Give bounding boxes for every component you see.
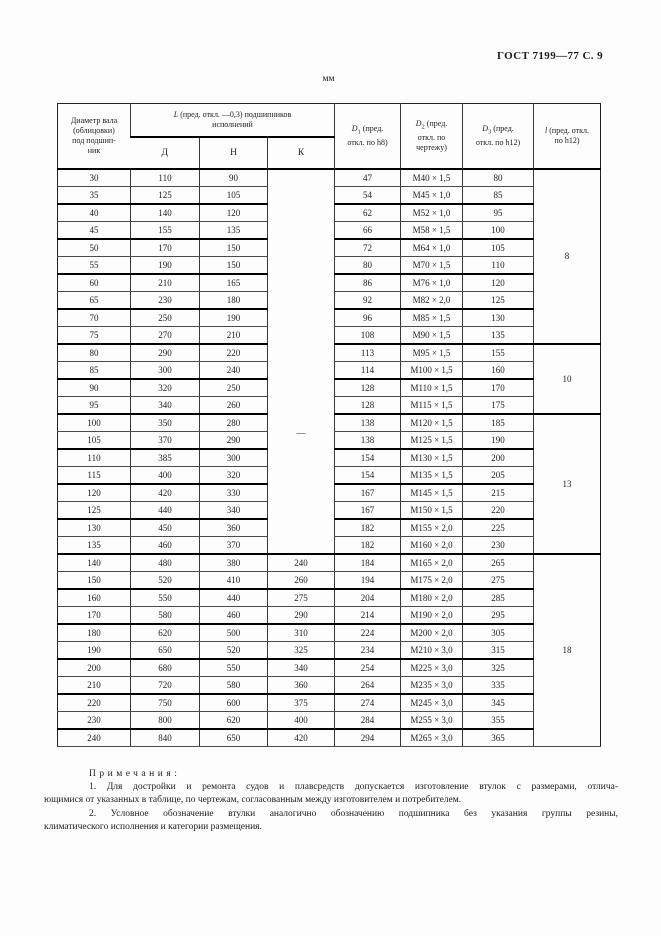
col-header-d2: $D_2$ (пред. откл. по чертежу) [401,104,463,170]
l-merged-cell: 13 [534,414,601,554]
cell-d3: 125 [463,292,534,310]
cell-d1: 113 [335,344,401,362]
cell-diameter: 105 [58,432,131,450]
cell-d2: M135 × 1,5 [401,467,463,485]
cell-d2: M120 × 1,5 [401,414,463,432]
cell-diameter: 65 [58,292,131,310]
cell-L-d: 650 [131,642,200,660]
cell-d2: M255 × 3,0 [401,712,463,730]
l-merged-cell: 8 [534,169,601,344]
cell-d1: 128 [335,379,401,397]
cell-diameter: 90 [58,379,131,397]
cell-d1: 66 [335,222,401,240]
cell-d2: M40 × 1,5 [401,169,463,187]
cell-d2: M115 × 1,5 [401,397,463,415]
cell-d3: 175 [463,397,534,415]
cell-diameter: 95 [58,397,131,415]
cell-L-n: 580 [200,677,268,695]
cell-d2: M100 × 1,5 [401,362,463,380]
cell-d1: 284 [335,712,401,730]
cell-d1: 154 [335,467,401,485]
cell-d2: M150 × 1,5 [401,502,463,520]
cell-L-n: 340 [200,502,268,520]
cell-L-k: 420 [268,729,335,747]
cell-d3: 230 [463,537,534,555]
note-line-4: климатического исполнения и категории размещения. [44,821,262,832]
note-line-1: 1. Для достройки и ремонта судов и плавсредств допускается изготовление втулок с размерами, отлича- [89,782,618,793]
cell-d2: M225 × 3,0 [401,659,463,677]
cell-L-d: 250 [131,309,200,327]
cell-d3: 355 [463,712,534,730]
cell-d1: 138 [335,414,401,432]
cell-L-d: 480 [131,554,200,572]
cell-d2: M145 × 1,5 [401,484,463,502]
cell-d2: M235 × 3,0 [401,677,463,695]
cell-d2: M85 × 1,5 [401,309,463,327]
cell-d3: 170 [463,379,534,397]
cell-L-n: 440 [200,589,268,607]
cell-diameter: 135 [58,537,131,555]
note-line-3: 2. Условное обозначение втулки аналогично обозначению подшипника без указания группы резины, [89,808,618,819]
cell-d2: M175 × 2,0 [401,572,463,590]
k-none-dash: — [296,427,306,438]
cell-d1: 182 [335,537,401,555]
cell-diameter: 40 [58,204,131,222]
note-line-2: ющимися от указанных в таблице, по чертежам, согласованным между изготовителем и потребителем. [44,795,462,806]
cell-diameter: 80 [58,344,131,362]
cell-L-n: 135 [200,222,268,240]
cell-d1: 86 [335,274,401,292]
l-merged-cell: 10 [534,344,601,414]
cell-d1: 167 [335,484,401,502]
cell-d2: M210 × 3,0 [401,642,463,660]
cell-d2: M165 × 2,0 [401,554,463,572]
table-row [58,659,601,677]
cell-L-d: 190 [131,257,200,275]
cell-diameter: 55 [58,257,131,275]
cell-L-n: 300 [200,449,268,467]
table-row [58,677,601,695]
cell-L-n: 190 [200,309,268,327]
cell-d1: 204 [335,589,401,607]
cell-L-n: 260 [200,397,268,415]
table-row [58,589,601,607]
cell-d1: 138 [335,432,401,450]
cell-L-k: 325 [268,642,335,660]
cell-L-d: 230 [131,292,200,310]
cell-diameter: 100 [58,414,131,432]
cell-d1: 114 [335,362,401,380]
cell-L-n: 320 [200,467,268,485]
cell-L-d: 840 [131,729,200,747]
table-header [58,104,601,170]
cell-diameter: 110 [58,449,131,467]
cell-d3: 105 [463,239,534,257]
cell-L-n: 380 [200,554,268,572]
cell-L-d: 800 [131,712,200,730]
cell-diameter: 75 [58,327,131,345]
cell-d1: 214 [335,607,401,625]
cell-L-n: 120 [200,204,268,222]
cell-d2: M76 × 1,0 [401,274,463,292]
notes-heading: Примечания: [89,769,181,779]
cell-diameter: 60 [58,274,131,292]
cell-L-n: 240 [200,362,268,380]
cell-d3: 285 [463,589,534,607]
cell-L-n: 500 [200,624,268,642]
cell-L-d: 290 [131,344,200,362]
cell-L-n: 165 [200,274,268,292]
table-row [58,712,601,730]
cell-L-n: 330 [200,484,268,502]
cell-d2: M90 × 1,5 [401,327,463,345]
cell-L-d: 580 [131,607,200,625]
cell-L-d: 140 [131,204,200,222]
cell-L-d: 210 [131,274,200,292]
l-merged-cell: 18 [534,554,601,747]
cell-diameter: 30 [58,169,131,187]
cell-d1: 72 [335,239,401,257]
cell-d1: 167 [335,502,401,520]
cell-d2: M265 × 3,0 [401,729,463,747]
cell-diameter: 190 [58,642,131,660]
cell-d3: 110 [463,257,534,275]
cell-L-d: 440 [131,502,200,520]
cell-d3: 305 [463,624,534,642]
cell-d2: M52 × 1,0 [401,204,463,222]
cell-L-d: 420 [131,484,200,502]
cell-L-n: 180 [200,292,268,310]
cell-d1: 96 [335,309,401,327]
cell-L-n: 460 [200,607,268,625]
cell-d3: 200 [463,449,534,467]
cell-d1: 294 [335,729,401,747]
cell-L-d: 125 [131,187,200,205]
cell-diameter: 35 [58,187,131,205]
cell-d3: 335 [463,677,534,695]
cell-L-n: 550 [200,659,268,677]
cell-d1: 92 [335,292,401,310]
col-header-variant-k: К [268,137,335,169]
notes-section [44,768,618,834]
cell-d3: 220 [463,502,534,520]
cell-d3: 275 [463,572,534,590]
cell-L-n: 105 [200,187,268,205]
cell-L-n: 650 [200,729,268,747]
cell-L-d: 270 [131,327,200,345]
cell-d3: 215 [463,484,534,502]
cell-d3: 225 [463,519,534,537]
cell-L-d: 550 [131,589,200,607]
cell-d3: 265 [463,554,534,572]
cell-L-n: 250 [200,379,268,397]
cell-L-k: 290 [268,607,335,625]
col-header-d3: $D_3$ (пред. откл. по h12) [463,104,534,170]
table-row [58,169,601,187]
cell-L-n: 220 [200,344,268,362]
cell-L-d: 385 [131,449,200,467]
cell-L-k: 275 [268,589,335,607]
cell-diameter: 50 [58,239,131,257]
cell-L-d: 340 [131,397,200,415]
document-header-gost-number: ГОСТ 7199—77 С. 9 [497,50,603,62]
cell-d2: M125 × 1,5 [401,432,463,450]
cell-d3: 185 [463,414,534,432]
cell-d3: 130 [463,309,534,327]
cell-diameter: 210 [58,677,131,695]
cell-L-d: 110 [131,169,200,187]
cell-diameter: 115 [58,467,131,485]
col-header-l: l (пред. откл. по h12) [534,104,601,170]
cell-d3: 100 [463,222,534,240]
cell-d2: M70 × 1,5 [401,257,463,275]
cell-d2: M95 × 1,5 [401,344,463,362]
cell-L-d: 620 [131,624,200,642]
cell-d2: M58 × 1,5 [401,222,463,240]
cell-L-k: 240 [268,554,335,572]
cell-d1: 184 [335,554,401,572]
cell-L-d: 350 [131,414,200,432]
cell-diameter: 220 [58,694,131,712]
table-row [58,572,601,590]
cell-L-d: 520 [131,572,200,590]
cell-L-d: 400 [131,467,200,485]
cell-d2: M82 × 2,0 [401,292,463,310]
cell-L-d: 450 [131,519,200,537]
cell-d1: 108 [335,327,401,345]
cell-L-n: 600 [200,694,268,712]
cell-d3: 85 [463,187,534,205]
cell-L-k: 375 [268,694,335,712]
cell-d1: 47 [335,169,401,187]
table-row [58,729,601,747]
cell-diameter: 160 [58,589,131,607]
cell-L-n: 620 [200,712,268,730]
cell-d3: 135 [463,327,534,345]
cell-L-k: 260 [268,572,335,590]
cell-d2: M180 × 2,0 [401,589,463,607]
cell-L-n: 520 [200,642,268,660]
cell-d1: 128 [335,397,401,415]
col-header-shaft-diameter: Диаметр вала (облицовки) под подшип- ник [70,116,118,155]
cell-d1: 254 [335,659,401,677]
cell-d3: 325 [463,659,534,677]
k-merged-cell [268,169,335,554]
table-row [58,694,601,712]
cell-d2: M45 × 1,0 [401,187,463,205]
cell-diameter: 200 [58,659,131,677]
cell-L-d: 370 [131,432,200,450]
cell-diameter: 120 [58,484,131,502]
cell-d1: 62 [335,204,401,222]
cell-d3: 190 [463,432,534,450]
cell-diameter: 45 [58,222,131,240]
cell-diameter: 180 [58,624,131,642]
cell-L-d: 320 [131,379,200,397]
cell-diameter: 85 [58,362,131,380]
cell-d1: 264 [335,677,401,695]
cell-L-k: 400 [268,712,335,730]
cell-d1: 234 [335,642,401,660]
col-header-d1: $D_1$ (пред. откл. по h8) [335,104,401,170]
cell-L-d: 750 [131,694,200,712]
cell-d1: 224 [335,624,401,642]
cell-diameter: 125 [58,502,131,520]
cell-L-d: 155 [131,222,200,240]
cell-d2: M155 × 2,0 [401,519,463,537]
cell-d1: 274 [335,694,401,712]
cell-d3: 155 [463,344,534,362]
cell-L-n: 210 [200,327,268,345]
cell-diameter: 70 [58,309,131,327]
cell-L-n: 290 [200,432,268,450]
cell-diameter: 150 [58,572,131,590]
cell-d3: 80 [463,169,534,187]
cell-L-n: 150 [200,257,268,275]
cell-L-d: 680 [131,659,200,677]
table-row [58,607,601,625]
cell-L-n: 150 [200,239,268,257]
cell-L-d: 460 [131,537,200,555]
cell-L-n: 280 [200,414,268,432]
cell-d2: M190 × 2,0 [401,607,463,625]
cell-d1: 154 [335,449,401,467]
col-header-variant-d: Д [161,148,168,158]
cell-d2: M64 × 1,0 [401,239,463,257]
cell-diameter: 130 [58,519,131,537]
dimensions-table [57,103,601,747]
cell-d1: 54 [335,187,401,205]
cell-L-d: 300 [131,362,200,380]
cell-d3: 205 [463,467,534,485]
cell-d2: M160 × 2,0 [401,537,463,555]
cell-d2: M245 × 3,0 [401,694,463,712]
cell-L-n: 90 [200,169,268,187]
cell-d1: 194 [335,572,401,590]
cell-diameter: 230 [58,712,131,730]
cell-d3: 345 [463,694,534,712]
col-header-variant-n: Н [200,137,268,169]
cell-diameter: 140 [58,554,131,572]
cell-d2: M200 × 2,0 [401,624,463,642]
units-label: мм [322,74,335,84]
cell-L-k: 360 [268,677,335,695]
cell-d1: 182 [335,519,401,537]
table-row [58,624,601,642]
cell-d3: 160 [463,362,534,380]
cell-d3: 95 [463,204,534,222]
table-row [58,554,601,572]
cell-diameter: 170 [58,607,131,625]
cell-diameter: 240 [58,729,131,747]
cell-d3: 120 [463,274,534,292]
cell-d3: 365 [463,729,534,747]
cell-d2: M110 × 1,5 [401,379,463,397]
table-row [58,642,601,660]
cell-L-d: 170 [131,239,200,257]
col-header-L-group: L (пред. откл. —0,3) подшипников исполнений [131,104,335,138]
cell-L-n: 360 [200,519,268,537]
cell-d1: 80 [335,257,401,275]
cell-d3: 295 [463,607,534,625]
cell-L-n: 370 [200,537,268,555]
cell-L-n: 410 [200,572,268,590]
cell-d3: 315 [463,642,534,660]
table-body [58,169,601,747]
cell-L-d: 720 [131,677,200,695]
cell-L-k: 340 [268,659,335,677]
cell-d2: M130 × 1,5 [401,449,463,467]
cell-L-k: 310 [268,624,335,642]
